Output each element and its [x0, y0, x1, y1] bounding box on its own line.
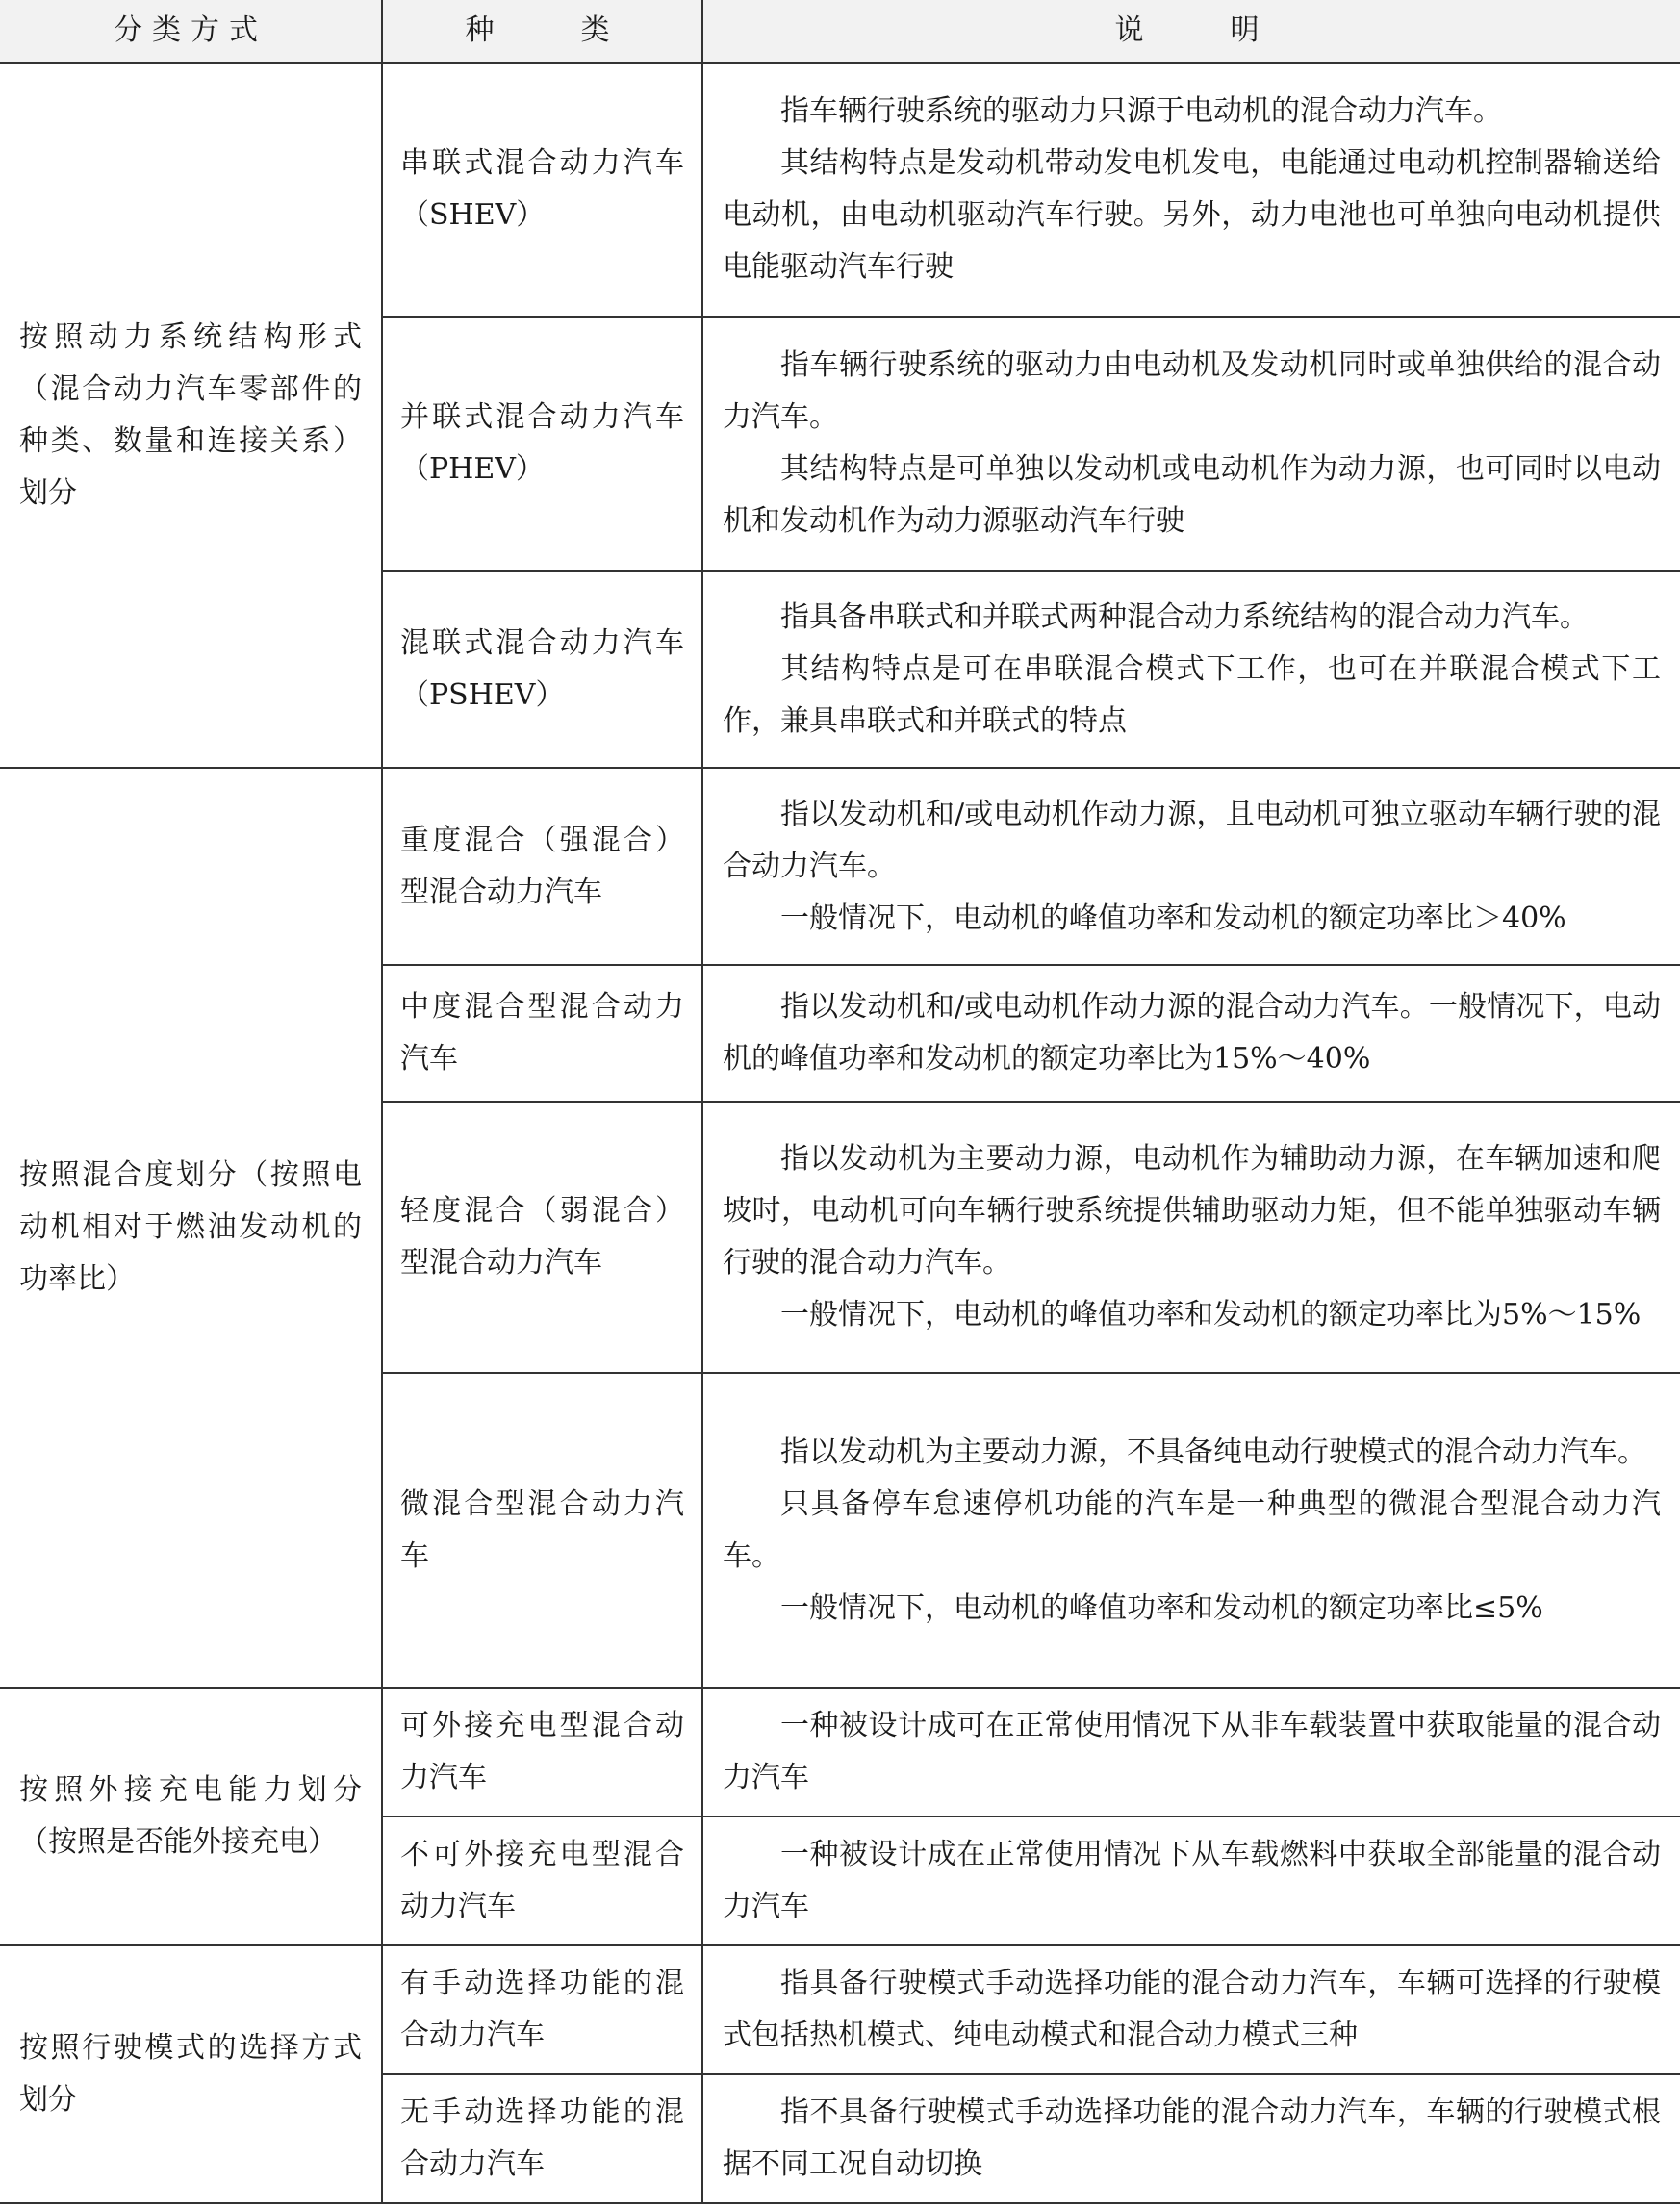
header-row: [0, 0, 1680, 63]
description-paragraph: 指具备串联式和并联式两种混合动力系统结构的混合动力汽车。: [780, 599, 1589, 634]
table-row: [0, 1688, 1680, 1816]
table-row: [0, 768, 1680, 965]
category-cell: 按照行驶模式的选择方式划分: [0, 1945, 382, 2203]
description-paragraph: 指以发动机为主要动力源，不具备纯电动行驶模式的混合动力汽车。: [780, 1435, 1646, 1469]
category-cell: 按照外接充电能力划分（按照是否能外接充电）: [0, 1688, 382, 1945]
kind-cell: 中度混合型混合动力汽车: [382, 965, 702, 1102]
table-row: [0, 63, 1680, 317]
description-paragraph: 其结构特点是可在串联混合模式下工作，也可在并联混合模式下工作，兼具串联式和并联式的特点: [723, 651, 1661, 738]
description-cell: [702, 965, 1680, 1102]
description-cell: [702, 63, 1680, 317]
kind-cell: 不可外接充电型混合动力汽车: [382, 1816, 702, 1945]
description-paragraph: 只具备停车怠速停机功能的汽车是一种典型的微混合型混合动力汽车。: [723, 1486, 1661, 1573]
kind-cell: 串联式混合动力汽车（SHEV）: [382, 63, 702, 317]
description-cell: [702, 1102, 1680, 1373]
description-cell: [702, 1816, 1680, 1945]
header-description: 说 明: [702, 0, 1680, 63]
header-category: 分类方式: [0, 0, 382, 63]
description-cell: [702, 1945, 1680, 2074]
kind-cell: 有手动选择功能的混合动力汽车: [382, 1945, 702, 2074]
kind-cell: 轻度混合（弱混合）型混合动力汽车: [382, 1102, 702, 1373]
header-kind: 种 类: [382, 0, 702, 63]
description-paragraph: 一般情况下，电动机的峰值功率和发动机的额定功率比≤5%: [780, 1590, 1543, 1625]
description-paragraph: 指以发动机和/或电动机作动力源的混合动力汽车。一般情况下，电动机的峰值功率和发动机的额定功率比为15%～40%: [723, 990, 1661, 1076]
description-paragraph: 指以发动机和/或电动机作动力源，且电动机可独立驱动车辆行驶的混合动力汽车。: [723, 797, 1661, 883]
description-paragraph: 一种被设计成可在正常使用情况下从非车载装置中获取能量的混合动力汽车: [723, 1709, 1661, 1794]
description-paragraph: 其结构特点是可单独以发动机或电动机作为动力源，也可同时以电动机和发动机作为动力源驱动汽车行驶: [723, 452, 1661, 538]
category-cell: 按照混合度划分（按照电动机相对于燃油发动机的功率比）: [0, 768, 382, 1688]
description-paragraph: 指具备行驶模式手动选择功能的混合动力汽车，车辆可选择的行驶模式包括热机模式、纯电动模式和混合动力模式三种: [723, 1967, 1661, 2052]
description-paragraph: 一般情况下，电动机的峰值功率和发动机的额定功率比为5%～15%: [780, 1298, 1642, 1332]
category-cell: 按照动力系统结构形式（混合动力汽车零部件的种类、数量和连接关系）划分: [0, 63, 382, 768]
description-cell: [702, 768, 1680, 965]
table-row: [0, 1945, 1680, 2074]
description-paragraph: 指不具备行驶模式手动选择功能的混合动力汽车，车辆的行驶模式根据不同工况自动切换: [723, 2096, 1661, 2181]
description-cell: [702, 2074, 1680, 2203]
description-cell: [702, 1688, 1680, 1816]
kind-cell: 可外接充电型混合动力汽车: [382, 1688, 702, 1816]
kind-cell: 无手动选择功能的混合动力汽车: [382, 2074, 702, 2203]
description-paragraph: 指车辆行驶系统的驱动力只源于电动机的混合动力汽车。: [780, 94, 1502, 128]
description-paragraph: 其结构特点是发动机带动发电机发电，电能通过电动机控制器输送给电动机，由电动机驱动汽车行驶。另外，动力电池也可单独向电动机提供电能驱动汽车行驶: [723, 146, 1661, 284]
description-paragraph: 指以发动机为主要动力源，电动机作为辅助动力源，在车辆加速和爬坡时，电动机可向车辆行驶系统提供辅助驱动力矩，但不能单独驱动车辆行驶的混合动力汽车。: [723, 1142, 1661, 1280]
description-cell: [702, 1373, 1680, 1688]
description-paragraph: 指车辆行驶系统的驱动力由电动机及发动机同时或单独供给的混合动力汽车。: [723, 348, 1661, 434]
kind-cell: 微混合型混合动力汽车: [382, 1373, 702, 1688]
description-cell: [702, 317, 1680, 571]
kind-cell: 并联式混合动力汽车（PHEV）: [382, 317, 702, 571]
kind-cell: 混联式混合动力汽车（PSHEV）: [382, 571, 702, 768]
description-paragraph: 一种被设计成在正常使用情况下从车载燃料中获取全部能量的混合动力汽车: [723, 1838, 1661, 1923]
kind-cell: 重度混合（强混合）型混合动力汽车: [382, 768, 702, 965]
description-cell: [702, 571, 1680, 768]
description-paragraph: 一般情况下，电动机的峰值功率和发动机的额定功率比＞40%: [780, 901, 1566, 935]
